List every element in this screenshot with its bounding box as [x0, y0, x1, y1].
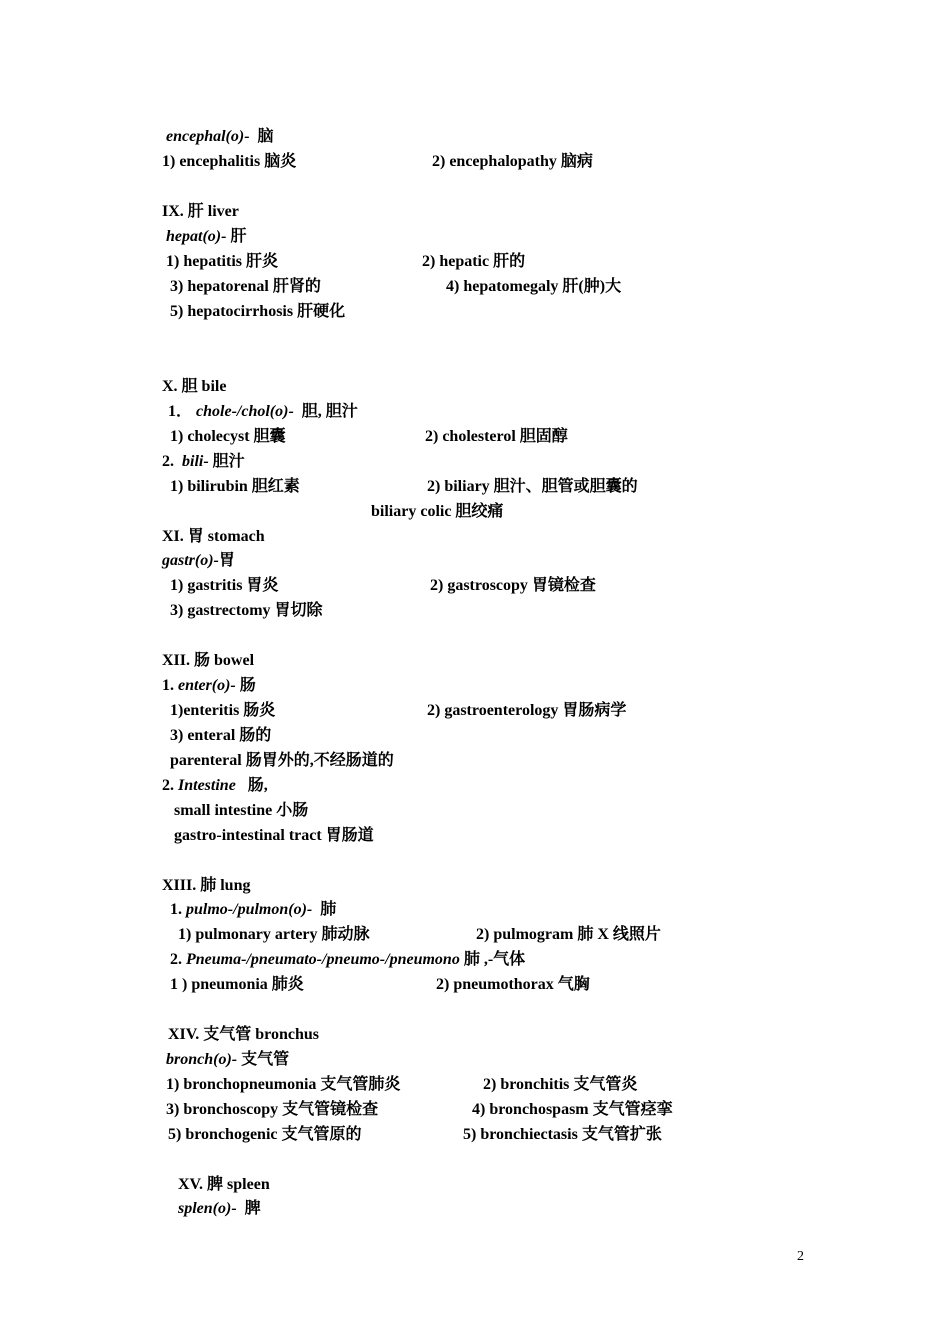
root-intestine	[162, 776, 268, 796]
term-item: 2) biliary 胆汁、胆管或胆囊的	[427, 478, 638, 495]
term-item: 2) pulmogram 肺 X 线照片	[476, 926, 661, 943]
root-term: chole-/chol(o)-	[196, 403, 294, 420]
term-item: 1)enteritis 肠炎	[170, 702, 276, 719]
root-term: hepat(o)-	[166, 228, 227, 245]
term-item: 5) bronchogenic 支气管原的	[168, 1126, 362, 1143]
term-item: 2) cholesterol 胆固醇	[425, 428, 568, 445]
section-heading-bowel: XII. 肠 bowel	[162, 652, 255, 669]
term-item: 1) pulmonary artery 肺动脉	[178, 926, 370, 943]
section-heading-bronchus: XIV. 支气管 bronchus	[168, 1026, 320, 1043]
root-meaning: 胃	[218, 552, 235, 569]
term-item: 2) gastroscopy 胃镜检查	[430, 577, 596, 594]
root-gastr	[162, 551, 235, 571]
term-item: 1) encephalitis 脑炎	[162, 153, 297, 170]
root-term: encephal(o)-	[166, 128, 250, 145]
term-item: parenteral 肠胃外的,不经肠道的	[170, 752, 394, 769]
root-bronch	[166, 1050, 289, 1070]
sub-number: 2.	[162, 777, 174, 794]
term-item: small intestine 小肠	[174, 802, 309, 819]
sub-number: 2.	[162, 453, 174, 470]
root-meaning: 支气管	[241, 1051, 290, 1068]
term-item: 2) gastroenterology 胃肠病学	[427, 702, 627, 719]
term-item: 1) bronchopneumonia 支气管肺炎	[166, 1076, 401, 1093]
term-item: 2) pneumothorax 气胸	[436, 976, 590, 993]
term-item: 1 ) pneumonia 肺炎	[170, 976, 304, 993]
term-item: 2) encephalopathy 脑病	[432, 153, 593, 170]
term-item: 2) hepatic 肝的	[422, 253, 526, 270]
root-pulmo	[170, 900, 336, 920]
root-term: splen(o)-	[178, 1200, 237, 1217]
term-item: 1) gastritis 胃炎	[170, 577, 279, 594]
root-enter	[162, 676, 256, 696]
section-heading-bile: X. 胆 bile	[162, 378, 227, 395]
sub-number: 1.	[170, 901, 182, 918]
root-term: Intestine	[178, 777, 236, 794]
term-item: 1) bilirubin 胆红素	[170, 478, 300, 495]
root-term: pulmo-/pulmon(o)-	[186, 901, 313, 918]
term-item: 5) bronchiectasis 支气管扩张	[463, 1126, 662, 1143]
term-item: 4) hepatomegaly 肝(肿)大	[446, 278, 622, 295]
root-meaning: 胆, 胆汁	[301, 403, 358, 420]
root-meaning: 肝	[230, 228, 247, 245]
term-item: 3) gastrectomy 胃切除	[170, 602, 323, 619]
term-item: 4) bronchospasm 支气管痉挛	[472, 1101, 673, 1118]
term-item: 3) bronchoscopy 支气管镜检查	[166, 1101, 379, 1118]
term-item: 2) bronchitis 支气管炎	[483, 1076, 638, 1093]
root-meaning: 肠,	[247, 777, 268, 794]
root-pneuma	[170, 950, 525, 970]
root-term: Pneuma-/pneumato-/pneumo-/pneumono	[186, 951, 460, 968]
sub-number: 2.	[170, 951, 182, 968]
sub-number: 1.	[162, 677, 174, 694]
root-meaning: 肠	[239, 677, 256, 694]
section-heading-lung: XIII. 肺 lung	[162, 877, 251, 894]
section-heading-stomach: XI. 胃 stomach	[162, 528, 265, 545]
root-term: gastr(o)-	[162, 552, 219, 569]
root-meaning: 脾	[244, 1200, 261, 1217]
root-hepat	[166, 227, 246, 247]
sub-number: 1．	[168, 403, 193, 420]
root-splen	[178, 1199, 261, 1219]
term-item: 5) hepatocirrhosis 肝硬化	[170, 303, 346, 320]
section-heading-spleen: XV. 脾 spleen	[178, 1176, 270, 1193]
root-bili	[162, 452, 245, 472]
term-item: 1) cholecyst 胆囊	[170, 428, 286, 445]
root-meaning: 肺	[320, 901, 337, 918]
root-chole	[168, 402, 358, 422]
page-number: 2	[797, 1249, 804, 1264]
term-item: gastro-intestinal tract 胃肠道	[174, 827, 374, 844]
root-meaning: 肺 ,-气体	[463, 951, 526, 968]
root-term: bili-	[182, 453, 209, 470]
root-meaning: 脑	[257, 128, 274, 145]
term-item: 1) hepatitis 肝炎	[166, 253, 279, 270]
root-meaning: 胆汁	[212, 453, 245, 470]
term-item: biliary colic 胆绞痛	[371, 503, 504, 520]
root-term: bronch(o)-	[166, 1051, 238, 1068]
term-item: 3) hepatorenal 肝肾的	[170, 278, 321, 295]
root-encephal	[166, 127, 274, 147]
section-heading-liver: IX. 肝 liver	[162, 203, 239, 220]
term-item: 3) enteral 肠的	[170, 727, 272, 744]
root-term: enter(o)-	[178, 677, 236, 694]
